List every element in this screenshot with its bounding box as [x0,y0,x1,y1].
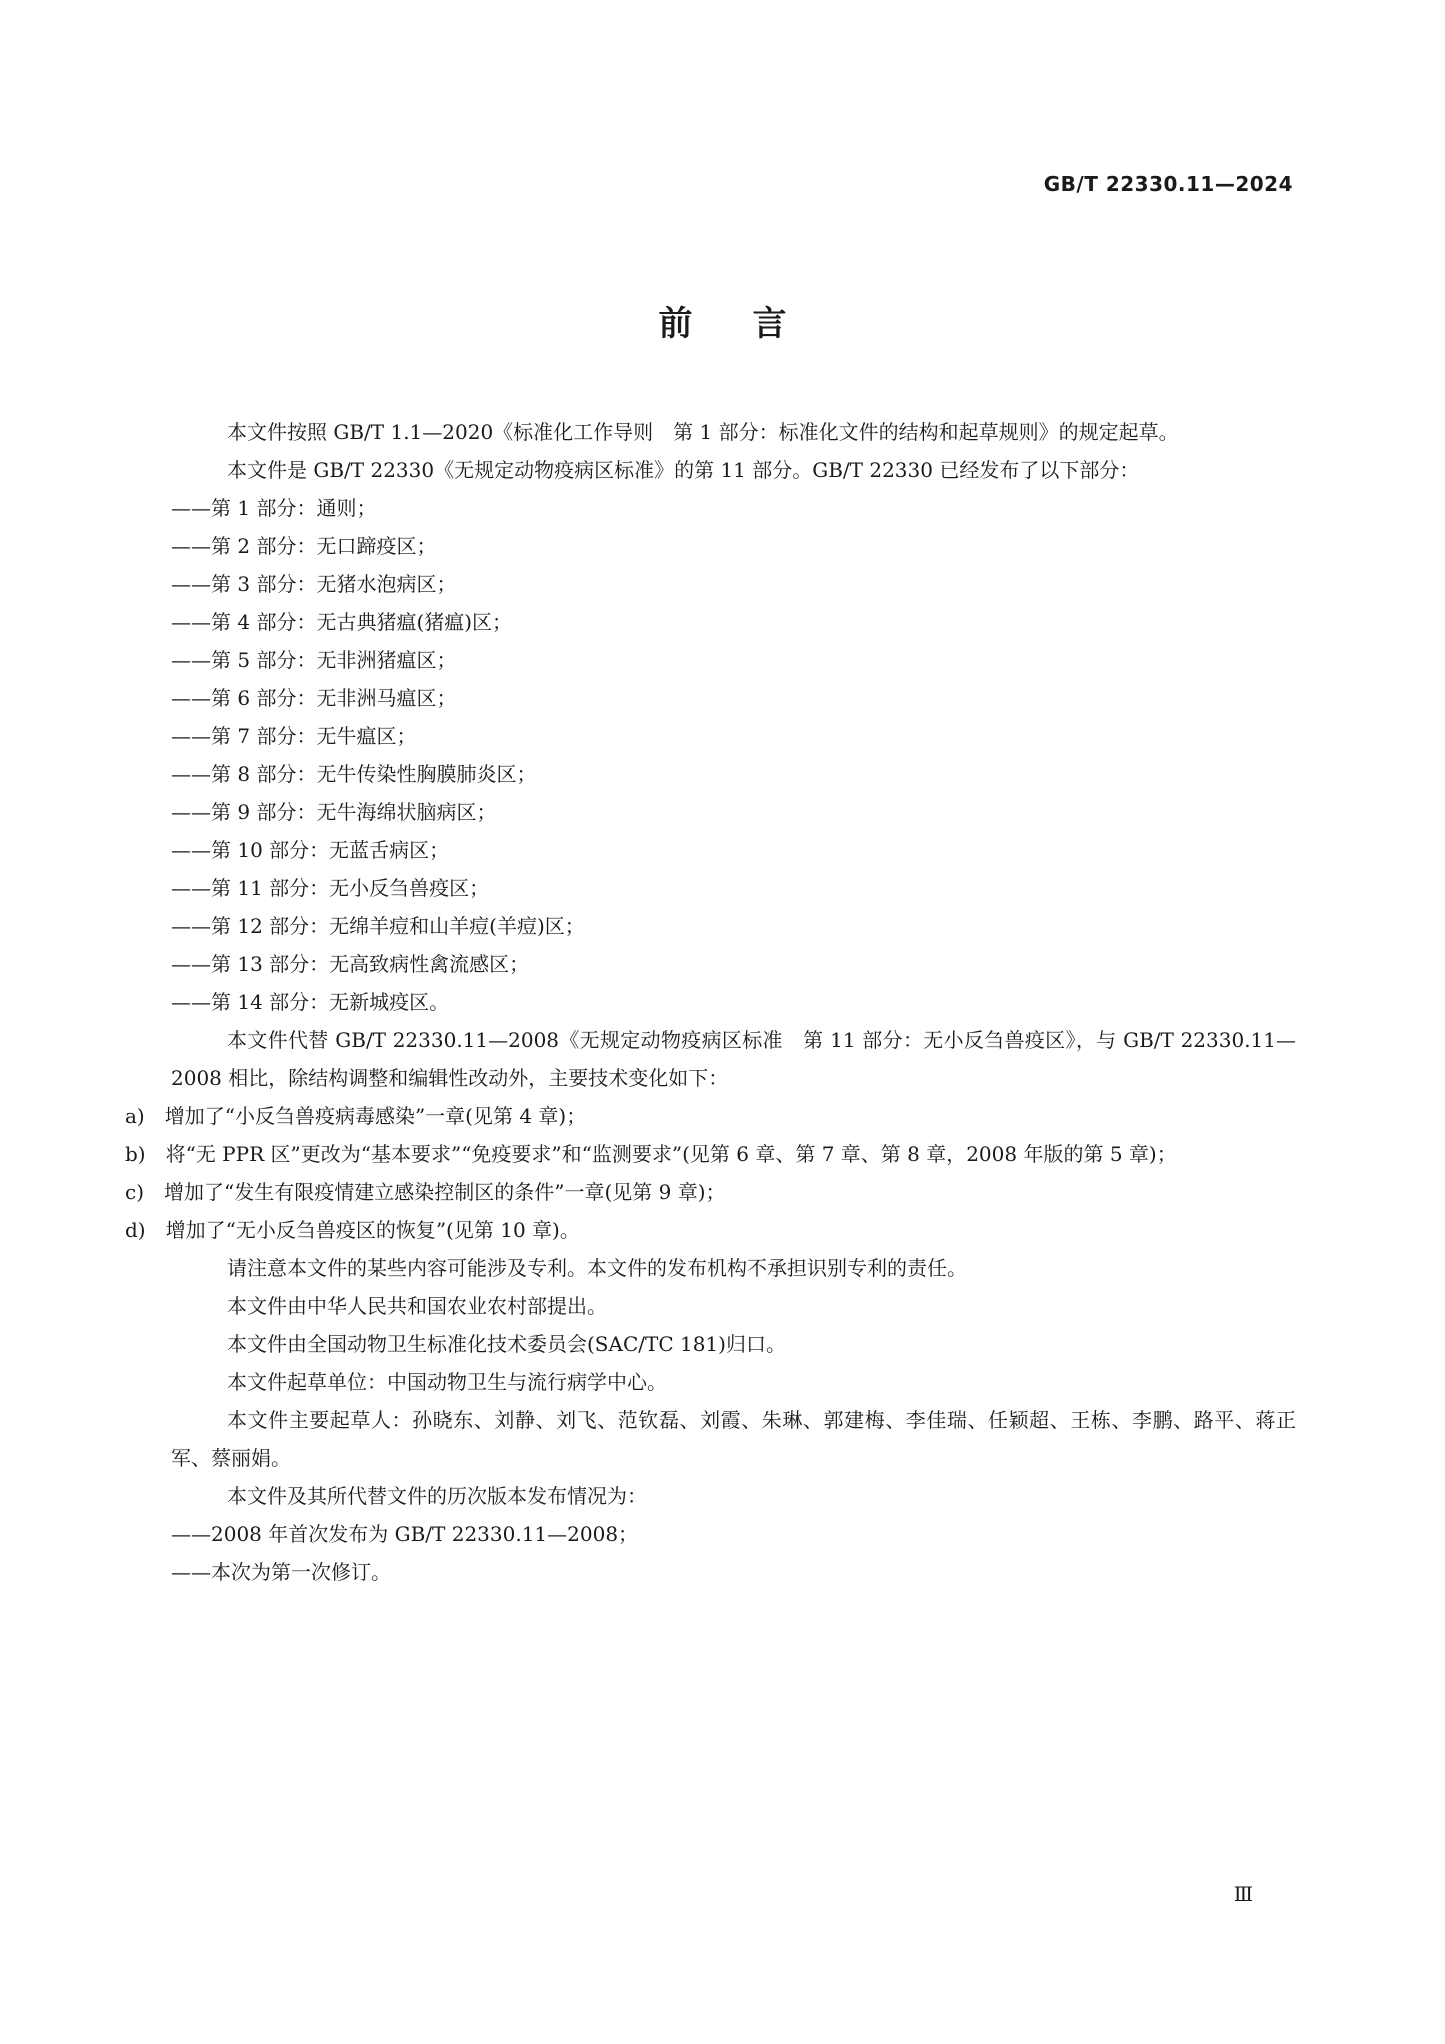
list-item: ——第 6 部分：无非洲马瘟区； [171,686,457,710]
page-title: 前言 [658,304,847,344]
list-item: ——第 8 部分：无牛传染性胸膜肺炎区； [171,762,537,786]
list-item: ——第 7 部分：无牛瘟区； [171,724,417,748]
paragraph-history-intro: 本文件及其所代替文件的历次版本发布情况为： [227,1484,647,1508]
list-item: ——第 1 部分：通则； [171,496,377,520]
change-item: a) 增加了“小反刍兽疫病毒感染”一章(见第 4 章)； [125,1104,587,1128]
standard-number: GB/T 22330.11—2024 [1043,172,1293,196]
list-item: ——第 14 部分：无新城疫区。 [171,990,450,1014]
change-item: d) 增加了“无小反刍兽疫区的恢复”(见第 10 章)。 [125,1218,580,1242]
paragraph-patent-notice: 请注意本文件的某些内容可能涉及专利。本文件的发布机构不承担识别专利的责任。 [227,1256,967,1280]
paragraph-series-intro: 本文件是 GB/T 22330《无规定动物疫病区标准》的第 11 部分。GB/T 22330 已经发布了以下部分： [227,458,1140,482]
paragraph-drafting-unit: 本文件起草单位：中国动物卫生与流行病学中心。 [227,1370,667,1394]
paragraph-committee: 本文件由全国动物卫生标准化技术委员会(SAC/TC 181)归口。 [227,1332,786,1356]
history-item: ——本次为第一次修订。 [171,1560,391,1584]
paragraph-drafters: 本文件主要起草人：孙晓东、刘静、刘飞、范钦磊、刘霞、朱琳、郭建梅、李佳瑞、任颖超、王栋、李鹏、路平、蒋正军、蔡丽娟。 [171,1408,1296,1470]
history-item: ——2008 年首次发布为 GB/T 22330.11—2008； [171,1522,639,1546]
list-item: ——第 2 部分：无口蹄疫区； [171,534,437,558]
document-body [125,413,1296,1591]
change-item: b) 将“无 PPR 区”更改为“基本要求”“免疫要求”和“监测要求”(见第 6 章、第 7 章、第 8 章，2008 年版的第 5 章)； [125,1142,1177,1166]
list-item: ——第 3 部分：无猪水泡病区； [171,572,457,596]
list-item: ——第 4 部分：无古典猪瘟(猪瘟)区； [171,610,513,634]
list-item: ——第 13 部分：无高致病性禽流感区； [171,952,530,976]
change-item: c) 增加了“发生有限疫情建立感染控制区的条件”一章(见第 9 章)； [125,1180,726,1204]
paragraph-replacement: 本文件代替 GB/T 22330.11—2008《无规定动物疫病区标准 第 11 部分：无小反刍兽疫区》，与 GB/T 22330.11—2008 相比，除结构调整和编辑性改动外，主要技术变化如下： [171,1028,1296,1090]
paragraph-drafting-rules: 本文件按照 GB/T 1.1—2020《标准化工作导则 第 1 部分：标准化文件的结构和起草规则》的规定起草。 [227,420,1179,444]
list-item: ——第 10 部分：无蓝舌病区； [171,838,450,862]
list-item: ——第 12 部分：无绵羊痘和山羊痘(羊痘)区； [171,914,585,938]
list-item: ——第 5 部分：无非洲猪瘟区； [171,648,457,672]
page-number: Ⅲ [1233,1882,1253,1906]
list-item: ——第 9 部分：无牛海绵状脑病区； [171,800,497,824]
list-item: ——第 11 部分：无小反刍兽疫区； [171,876,490,900]
paragraph-proposer: 本文件由中华人民共和国农业农村部提出。 [227,1294,607,1318]
